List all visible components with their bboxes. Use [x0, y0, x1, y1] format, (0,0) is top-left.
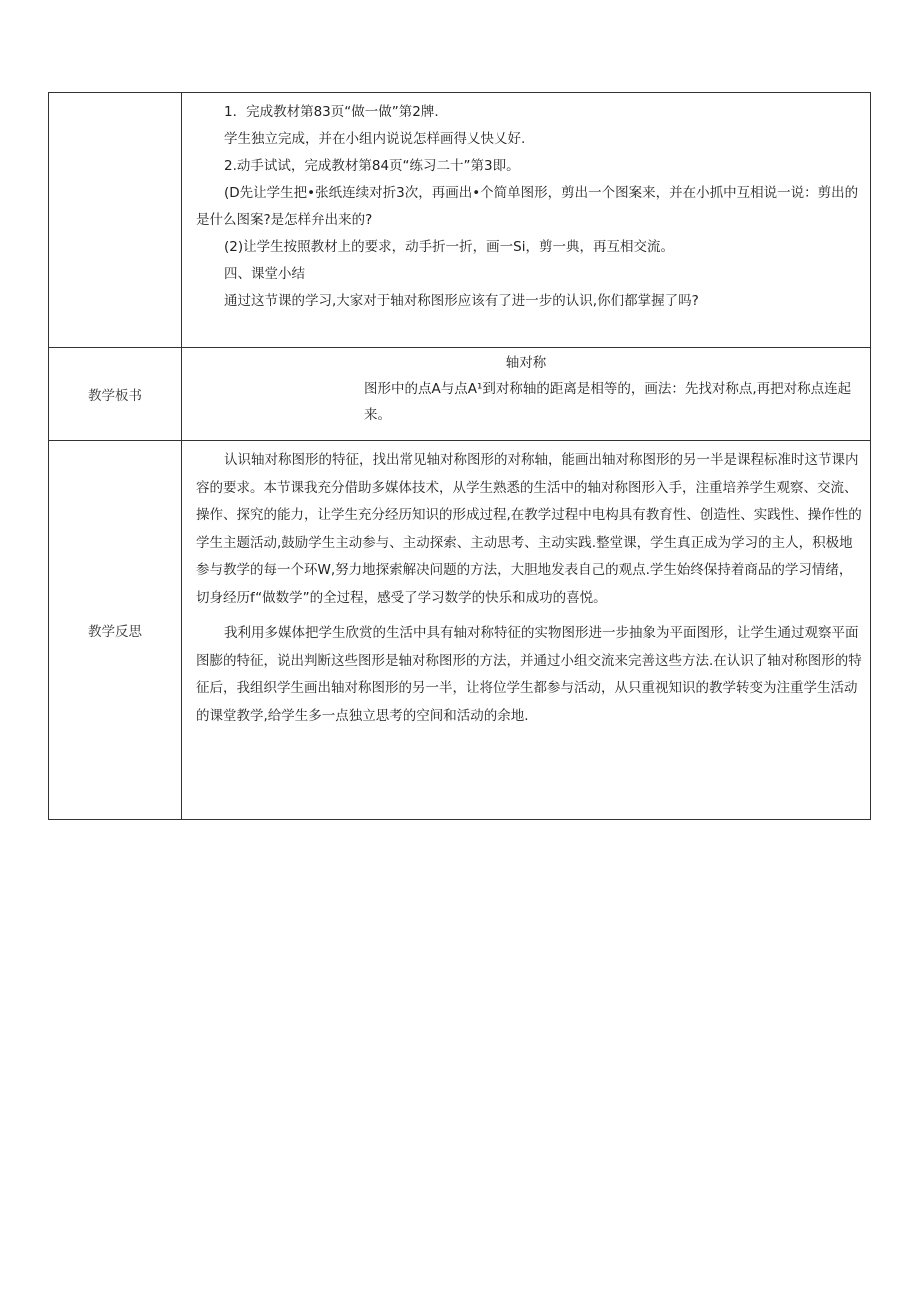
- process-line-4: (D先让学生把•张纸连续对折3次，再画出•个简单图形，剪出一个图案来，并在小抓中互相说一说：剪出的是什么图案?是怎样弁出来的?: [196, 185, 859, 228]
- process-row: [49, 93, 871, 348]
- reflection-paragraph-1: 认识轴对称图形的特征，找出常见轴对称图形的对称轴，能画出轴对称图形的另一半是课程标准时这节课内容的要求。本节课我充分借助多媒体技术，从学生熟悉的生活中的轴对称图形入手，注重培养学生观察、交流、操作、探究的能力，让学生充分经历知识的形成过程,在教学过程中电构具有教育性、创造性、实践性、操作性的学生主题活动,鼓励学生主动参与、主动探索、主动思考、主动实践.整堂课，学生真正成为学习的主人，积极地参与教学的每一个环W,努力地探索解决问题的方法，大胆地发表自己的观点.学生始终保持着商品的学习情绪，切身经历f“做数学”的全过程，感受了学习数学的快乐和成功的喜悦。: [196, 452, 862, 606]
- process-line-5: (2)让学生按照教材上的要求，动手折一折，画一Si，剪一典，再互相交流。: [224, 239, 674, 255]
- process-line-7: 通过这节课的学习,大家对于轴对称图形应该有了进一步的认识,你们都掌握了吗?: [224, 293, 699, 309]
- board-content-cell: [182, 348, 871, 441]
- board-row: [49, 348, 871, 441]
- process-content-cell: [182, 93, 871, 348]
- board-title: 轴对称: [505, 355, 547, 371]
- lesson-plan-table: [48, 92, 871, 820]
- reflection-content-cell: [182, 441, 871, 820]
- process-line-6: 四、课堂小结: [224, 266, 305, 282]
- process-line-3: 2.动手试试，完成教材第84页“练习二十”第3即。: [224, 158, 520, 174]
- board-text: 图形中的点A与点A¹到对称轴的距离是相等的，画法：先找对称点,再把对称点连起来。: [364, 381, 852, 423]
- reflection-row: [49, 441, 871, 820]
- reflection-paragraph-2: 我利用多媒体把学生欣赏的生活中具有轴对称特征的实物图形进一步抽象为平面图形，让学生通过观察平面图膨的特征，说出判断这些图形是轴对称图形的方法，并通过小组交流来完善这些方法.在认识了轴对称图形的特征后，我组织学生画出轴对称图形的另一半，让将位学生都参与活动，从只重视知识的教学转变为注重学生活动的课堂教学,给学生多一点独立思考的空间和活动的余地.: [196, 625, 862, 724]
- process-line-2: 学生独立完成，并在小组内说说怎样画得乂快乂好.: [224, 131, 526, 147]
- reflection-label: 教学反思: [49, 441, 182, 820]
- board-label: 教学板书: [49, 348, 182, 441]
- process-line-1: 1．完成教材第83页“做一做”第2牌.: [224, 104, 439, 120]
- process-label-cell: [49, 93, 182, 348]
